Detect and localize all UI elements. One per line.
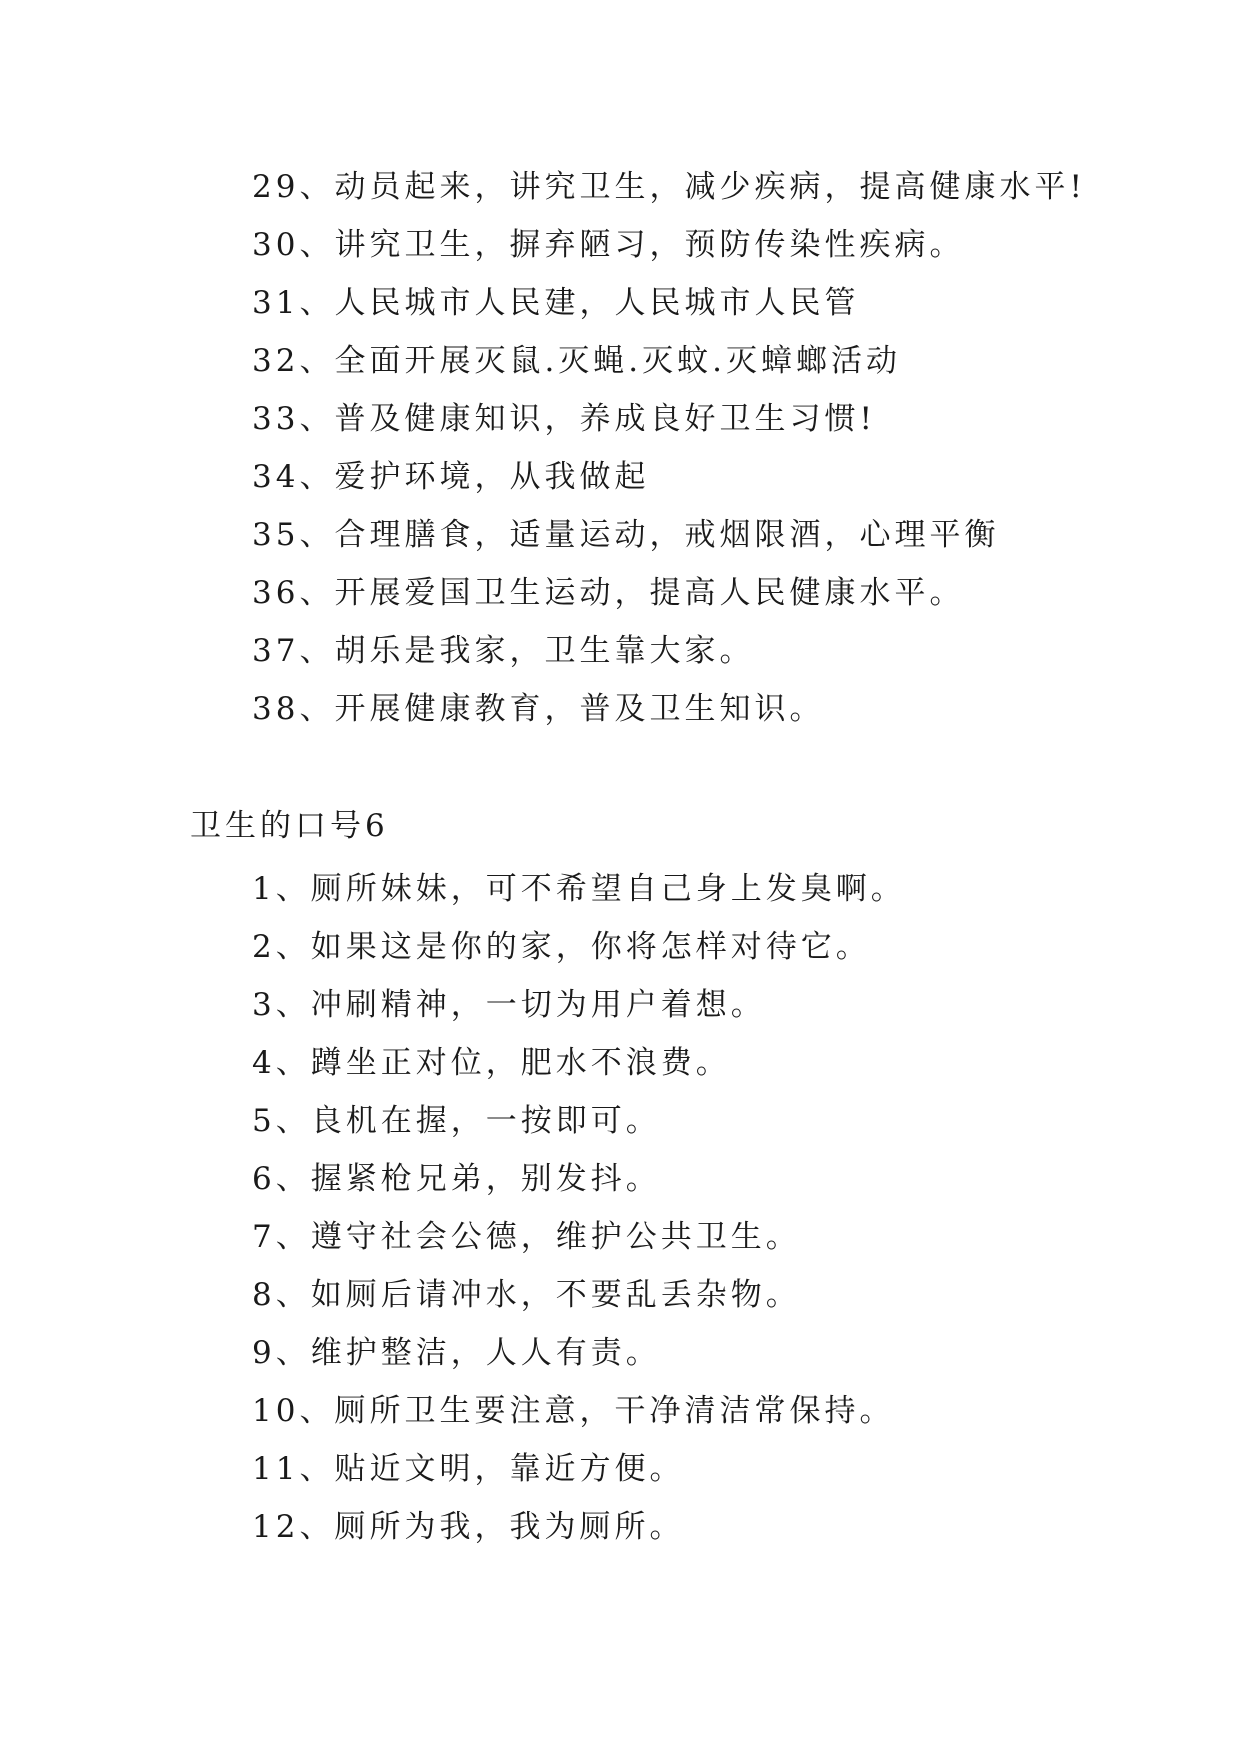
list-item: 11、贴近文明，靠近方便。 bbox=[252, 1451, 685, 1487]
list-item: 1、厕所妹妹，可不希望自己身上发臭啊。 bbox=[252, 871, 906, 907]
list-item: 33、普及健康知识，养成良好卫生习惯! bbox=[252, 401, 876, 437]
list-item: 37、胡乐是我家，卫生靠大家。 bbox=[252, 633, 755, 669]
list-item: 31、人民城市人民建，人民城市人民管 bbox=[252, 285, 860, 321]
list-item: 4、蹲坐正对位，肥水不浪费。 bbox=[252, 1045, 731, 1081]
list-item: 5、良机在握，一按即可。 bbox=[252, 1103, 661, 1139]
list-item: 35、合理膳食，适量运动，戒烟限酒，心理平衡 bbox=[252, 517, 1000, 553]
list-item: 3、冲刷精神，一切为用户着想。 bbox=[252, 987, 766, 1023]
list-item: 36、开展爱国卫生运动，提高人民健康水平。 bbox=[252, 575, 965, 611]
slogan-list-continued bbox=[252, 158, 1086, 738]
list-item: 10、厕所卫生要注意，干净清洁常保持。 bbox=[252, 1393, 895, 1429]
list-item: 29、动员起来，讲究卫生，减少疾病，提高健康水平! bbox=[252, 169, 1086, 205]
list-item: 8、如厕后请冲水，不要乱丢杂物。 bbox=[252, 1277, 801, 1313]
list-item: 2、如果这是你的家，你将怎样对待它。 bbox=[252, 929, 871, 965]
list-item: 38、开展健康教育，普及卫生知识。 bbox=[252, 691, 825, 727]
list-item: 7、遵守社会公德，维护公共卫生。 bbox=[252, 1219, 801, 1255]
list-item: 9、维护整洁，人人有责。 bbox=[252, 1335, 661, 1371]
list-item: 12、厕所为我，我为厕所。 bbox=[252, 1509, 685, 1545]
list-item: 6、握紧枪兄弟，别发抖。 bbox=[252, 1161, 661, 1197]
list-item: 30、讲究卫生，摒弃陋习，预防传染性疾病。 bbox=[252, 227, 965, 263]
list-item: 32、全面开展灭鼠.灭蝇.灭蚊.灭蟑螂活动 bbox=[252, 343, 902, 379]
section-title: 卫生的口号6 bbox=[190, 808, 389, 844]
list-item: 34、爱护环境，从我做起 bbox=[252, 459, 650, 495]
slogan-list bbox=[252, 860, 906, 1556]
